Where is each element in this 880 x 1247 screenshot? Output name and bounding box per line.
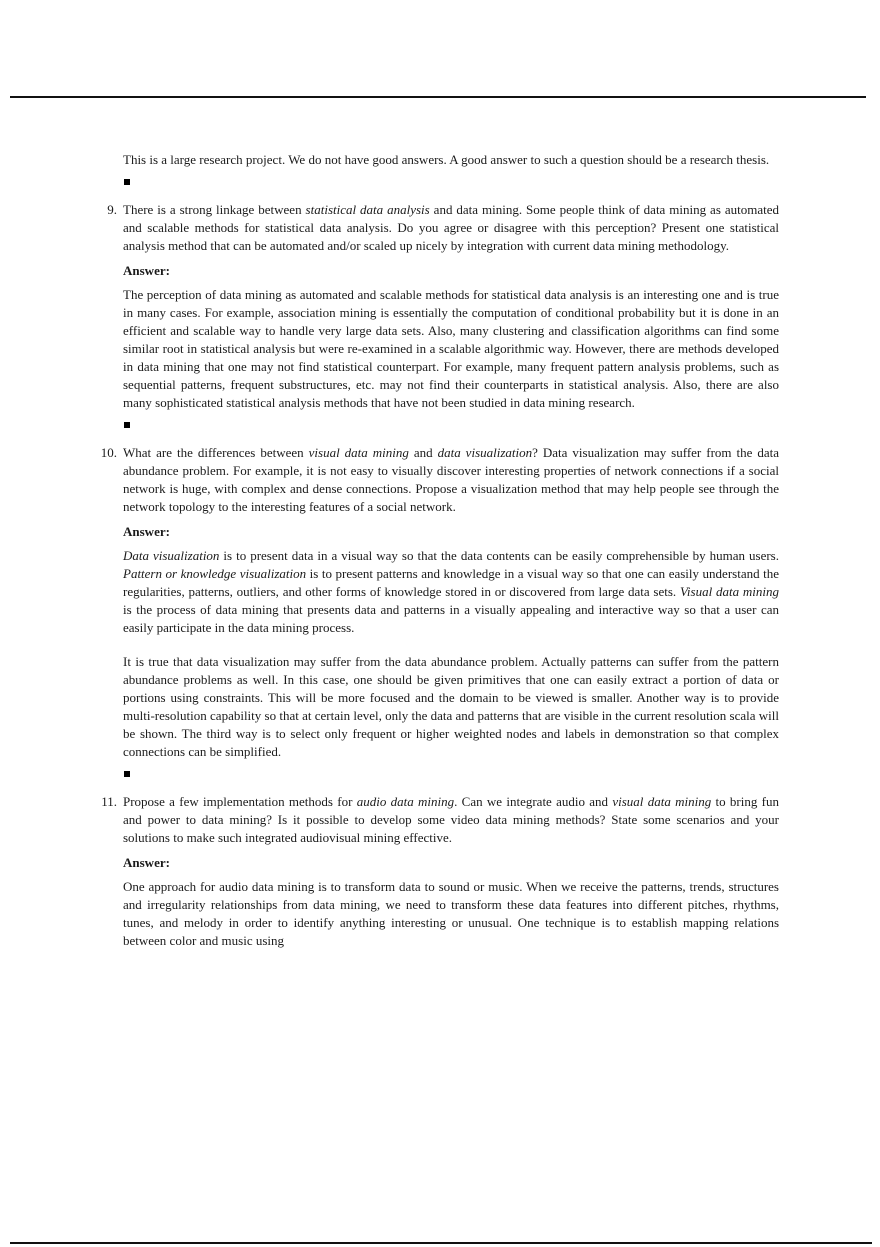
exercise-item-10 xyxy=(100,444,779,777)
exercise-item-11 xyxy=(101,793,779,950)
answer-paragraph: Data visualization is to present data in a visual way so that the data contents can be easily comprehensible by human users. Pattern or knowledge visualization is to present patterns and knowledge in a visual way so that one can easily understand the regularities, patterns, outliers, and other forms of knowledge stored in or discovered from large data sets. Visual data mining is the process of data mining that presents data and patterns in a visually appealing and interactive way so that a user can easily participate in the data mining process. xyxy=(123,548,779,635)
answer-label: Answer: xyxy=(123,855,170,870)
answer-paragraph: The perception of data mining as automated and scalable methods for statistical data analysis is an interesting one and is true in many cases. For example, association mining is essentially the computation of conditional probability but it is done in an efficient and scalable way to handle very large data sets. Also, many clustering and classification algorithms can find some similar root in statistical analysis but were re-examined in a scalable algorithmic way. However, there are methods developed in data mining that one may not find statistical counterpart. For example, many frequent pattern analysis problems, such as sequential patterns, frequent substructures, etc. may not find their counterparts in statistical analysis. Also, there are also many sophisticated statistical analysis methods that have not been studied in data mining research. xyxy=(123,287,779,410)
question-text: There is a strong linkage between statistical data analysis and data mining. Some people think of data mining as automated and scalable methods for statistical data analysis. Do you agree or disagree with this perception? Present one statistical analysis method that can be automated and/or scaled up nicely by integration with current data mining methodology. xyxy=(123,202,779,253)
qed-square-icon xyxy=(124,422,130,428)
question-text: What are the differences between visual data mining and data visualization? Data visualization may suffer from the data abundance problem. For example, it is not easy to visually discover interesting properties of network connections if a social network is huge, with complex and dense connections. Propose a visualization method that may help people see through the network topology to the interesting features of a social network. xyxy=(123,445,779,514)
intro-paragraph: This is a large research project. We do not have good answers. A good answer to such a question should be a research thesis. xyxy=(123,152,770,167)
answer-paragraph: It is true that data visualization may suffer from the data abundance problem. Actually patterns can suffer from the pattern abundance problems as well. In this case, one should be given primitives that one can easily extract a portion of data or portions using constraints. This will be more focused and the domain to be viewed is smaller. Another way is to provide multi-resolution capability so that at certain level, only the data and patterns that are visible in the current resolution scala will be shown. The third way is to select only frequent or higher weighted nodes and labels in demonstration so that complex connections can be simplified. xyxy=(123,654,779,759)
item-number: 10. xyxy=(100,445,117,460)
qed-square-icon xyxy=(124,179,130,185)
page-bottom-rule xyxy=(10,1242,872,1244)
page-top-rule xyxy=(10,96,866,98)
question-text: Propose a few implementation methods for audio data mining. Can we integrate audio and visual data mining to bring fun and power to data mining? Is it possible to develop some video data mining methods? State some scenarios and your solutions to make such integrated audiovisual mining effective. xyxy=(123,794,779,845)
item-number: 11. xyxy=(101,794,117,809)
qed-square-icon xyxy=(124,771,130,777)
answer-label: Answer: xyxy=(123,524,170,539)
item-number: 9. xyxy=(107,202,117,217)
exercise-item-9 xyxy=(107,201,779,428)
answer-paragraph: One approach for audio data mining is to transform data to sound or music. When we receive the patterns, trends, structures and irregularity relationships from data mining, we need to transform these data features into different pitches, rhythms, tunes, and melody in order to identify anything interesting or unusual. One technique is to establish mapping relations between color and music using xyxy=(123,879,779,948)
page-content xyxy=(100,151,779,950)
answer-label: Answer: xyxy=(123,263,170,278)
